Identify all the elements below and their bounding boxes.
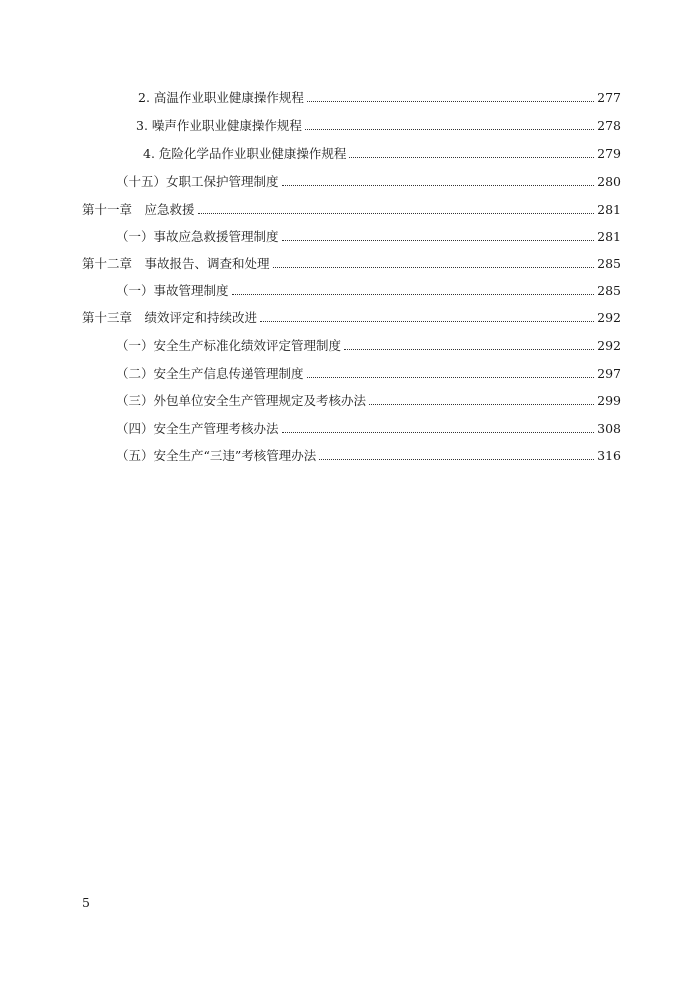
- dot-leader: [344, 349, 594, 350]
- toc-entry[interactable]: [143, 142, 621, 162]
- dot-leader: [232, 294, 595, 295]
- toc-entry-page: 278: [597, 118, 621, 133]
- toc-entry-page: 292: [597, 338, 621, 353]
- dot-leader: [305, 129, 594, 130]
- dot-leader: [369, 404, 594, 405]
- toc-entry-title: 3. 噪声作业职业健康操作规程: [136, 118, 302, 133]
- toc-entry[interactable]: [116, 389, 621, 409]
- toc-entry-page: 281: [597, 202, 621, 217]
- toc-entry[interactable]: [116, 362, 621, 382]
- dot-leader: [349, 157, 594, 158]
- toc-entry-title: 第十三章 绩效评定和持续改进: [82, 310, 258, 325]
- toc-entry-title: 2. 高温作业职业健康操作规程: [138, 90, 304, 105]
- toc-chapter[interactable]: [82, 198, 621, 218]
- toc-entry-title: 4. 危险化学品作业职业健康操作规程: [143, 146, 347, 161]
- toc-entry[interactable]: [116, 225, 621, 245]
- toc-chapter[interactable]: [82, 306, 621, 326]
- toc-entry[interactable]: [138, 86, 621, 106]
- toc-entry-page: 285: [597, 256, 621, 271]
- dot-leader: [307, 101, 594, 102]
- toc-entry-page: 308: [597, 421, 621, 436]
- dot-leader: [282, 185, 595, 186]
- toc-entry[interactable]: [116, 279, 621, 299]
- toc-entry-page: 281: [597, 229, 621, 244]
- page-number: 5: [82, 895, 90, 910]
- toc-entry-title: （一）事故应急救援管理制度: [116, 229, 279, 244]
- toc-entry-page: 299: [597, 393, 621, 408]
- toc-entry[interactable]: [136, 114, 621, 134]
- toc-entry[interactable]: [116, 417, 621, 437]
- toc-entry[interactable]: [116, 444, 621, 464]
- toc-chapter[interactable]: [82, 252, 621, 272]
- toc-entry-page: 316: [597, 448, 621, 463]
- toc-entry[interactable]: [116, 334, 621, 354]
- toc-entry-page: 279: [597, 146, 621, 161]
- dot-leader: [273, 267, 595, 268]
- toc-entry-title: （五）安全生产“三违”考核管理办法: [116, 448, 317, 463]
- toc-entry-page: 280: [597, 174, 621, 189]
- dot-leader: [198, 213, 595, 214]
- dot-leader: [282, 240, 595, 241]
- toc-entry-page: 297: [597, 366, 621, 381]
- toc-entry-title: 第十二章 事故报告、调查和处理: [82, 256, 270, 271]
- toc-entry-title: （一）事故管理制度: [116, 283, 229, 298]
- toc-entry-title: 第十一章 应急救援: [82, 202, 195, 217]
- toc-entry[interactable]: [116, 170, 621, 190]
- toc-entry-page: 277: [597, 90, 621, 105]
- toc-entry-title: （一）安全生产标准化绩效评定管理制度: [116, 338, 342, 353]
- toc-entry-title: （四）安全生产管理考核办法: [116, 421, 279, 436]
- toc-entry-title: （三）外包单位安全生产管理规定及考核办法: [116, 393, 367, 408]
- toc-entry-page: 285: [597, 283, 621, 298]
- dot-leader: [260, 321, 594, 322]
- toc-entry-title: （十五）女职工保护管理制度: [116, 174, 279, 189]
- toc-entry-title: （二）安全生产信息传递管理制度: [116, 366, 304, 381]
- dot-leader: [307, 377, 595, 378]
- dot-leader: [319, 459, 594, 460]
- toc-entry-page: 292: [597, 310, 621, 325]
- dot-leader: [282, 432, 595, 433]
